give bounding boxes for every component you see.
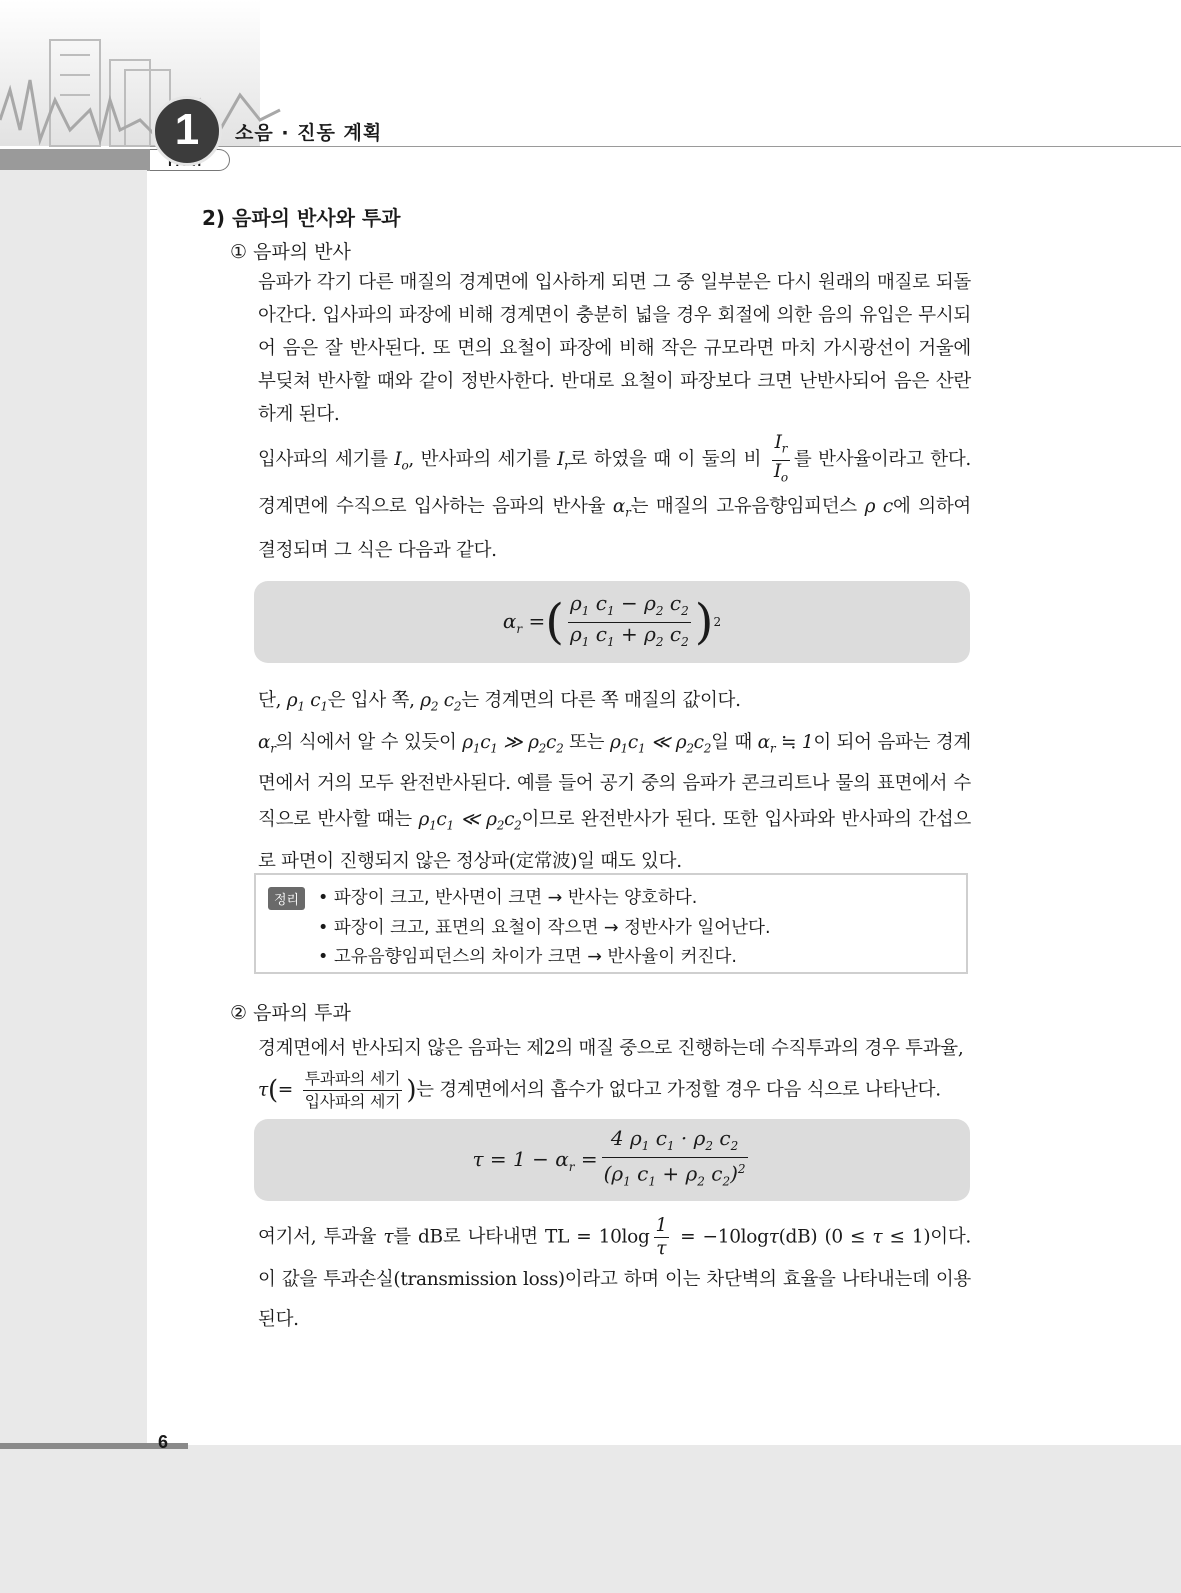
reflectivity-formula: $\alpha_r$ = ( $\frac{\rho_1 c_1 - \rho_2 c_2}{\rho_1 c_1 + \rho_2 c_2}$ ) 2: [254, 581, 970, 663]
header-rule: [150, 146, 1181, 147]
subsection-title-transmission: ② 음파의 투과: [230, 1002, 351, 1024]
page-number: 6: [158, 1432, 169, 1452]
paragraph-transmission: 경계면에서 반사되지 않은 음파는 제2의 매질 중으로 진행하는데 수직투과의 경우 투과율, τ(= $\frac{\text{투과파의 세기}}{\text{입사파의 세기}}$ )는 경계면에서의 흡수가 없다고 가정할 경우 다음 식으로 나타난다.: [258, 1038, 964, 1111]
paragraph-reflection: 음파가 각기 다른 매질의 경계면에 입사하게 되면 그 중 일부분은 다시 원래의 매질로 되돌아간다. 입사파의 파장에 비해 경계면이 충분히 넓을 경우 회절에 의한 음의 유입은 무시되어 음은 잘 반사된다. 또 면의 요철이 파장에 비해 작은 규모라면 마치 가시광선이 거울에 부딪쳐 반사할 때와 같이 정반사한다. 반대로 요철이 파장보다 크면 난반사되어 음은 산란하게 된다.: [258, 272, 971, 425]
summary-item: • 파장이 크고, 반사면이 크면 → 반사는 양호하다.: [318, 884, 771, 914]
summary-box: [254, 873, 968, 974]
section-title: 2) 음파의 반사와 투과: [202, 206, 401, 230]
part-bar: [0, 149, 150, 171]
summary-item: • 고유음향임피던스의 차이가 크면 → 반사율이 커진다.: [318, 943, 771, 973]
paragraph-total-reflection: 단, $\rho_1$ $c_1$은 입사 쪽, $\rho_2$ $c_2$는 경계면의 다른 쪽 매질의 값이다. $\alpha_r$의 식에서 알 수 있듯이 $\rho_1c_1$ ≫ $\rho_2c_2$ 또는 $\rho_1c_1$ ≪ $\rho_2c_2$일 때 $\alpha_r$ ≒ 1이 되어 음파는 경계면에서 거의 모두 완전반사된다. 예를 들어 공기 중의 음파가 콘크리트나 물의 표면에서 수직으로 반사할 때는 $\rho_1c_1$ ≪ $\rho_2c_2$이므로 완전반사가 된다. 또한 입사파와 반사파의 간섭으로 파면이 진행되지 않은 정상파(定常波)일 때도 있다.: [258, 690, 972, 873]
ratio-fraction: $\frac{I_r}{I_o}$: [773, 432, 788, 485]
left-margin-strip: [0, 170, 147, 1445]
summary-item: • 파장이 크고, 표면의 요철이 작으면 → 정반사가 일어난다.: [318, 914, 771, 944]
transmission-formula: $\tau = 1 - \alpha_r$ = $\frac{4 \rho_1 c_1 \cdot \rho_2 c_2}{(\rho_1 c_1 + \rho_2 c_2)^2}$: [254, 1119, 970, 1201]
summary-list: [318, 884, 771, 973]
paragraph-transmission-loss: 여기서, 투과율 τ를 dB로 나타내면 TL = 10log $\frac{1}{\tau}$ = −10logτ(dB) (0 ≤ τ ≤ 1)이다. 이 값을 투과손실(transmission loss)이라고 하며 이는 차단벽의 효율을 나타내는데 이용된다.: [258, 1215, 971, 1330]
subsection-title-reflection: ① 음파의 반사: [230, 241, 351, 263]
summary-badge: 정리: [268, 887, 305, 910]
part-number: 1: [152, 96, 222, 166]
paragraph-reflectivity: 입사파의 세기를 $I_o$, 반사파의 세기를 $I_r$로 하였을 때 이 둘의 비 $\frac{I_r}{I_o}$ 를 반사율이라고 한다. 경계면에 수직으로 입사하는 음파의 반사율 $\alpha_r$는 매질의 고유음향임피던스 ρ c에 의하여 결정되며 그 식은 다음과 같다.: [258, 432, 971, 562]
bottom-strip: [0, 1445, 1181, 1593]
chapter-title: 소음 · 진동 계획: [235, 122, 383, 144]
